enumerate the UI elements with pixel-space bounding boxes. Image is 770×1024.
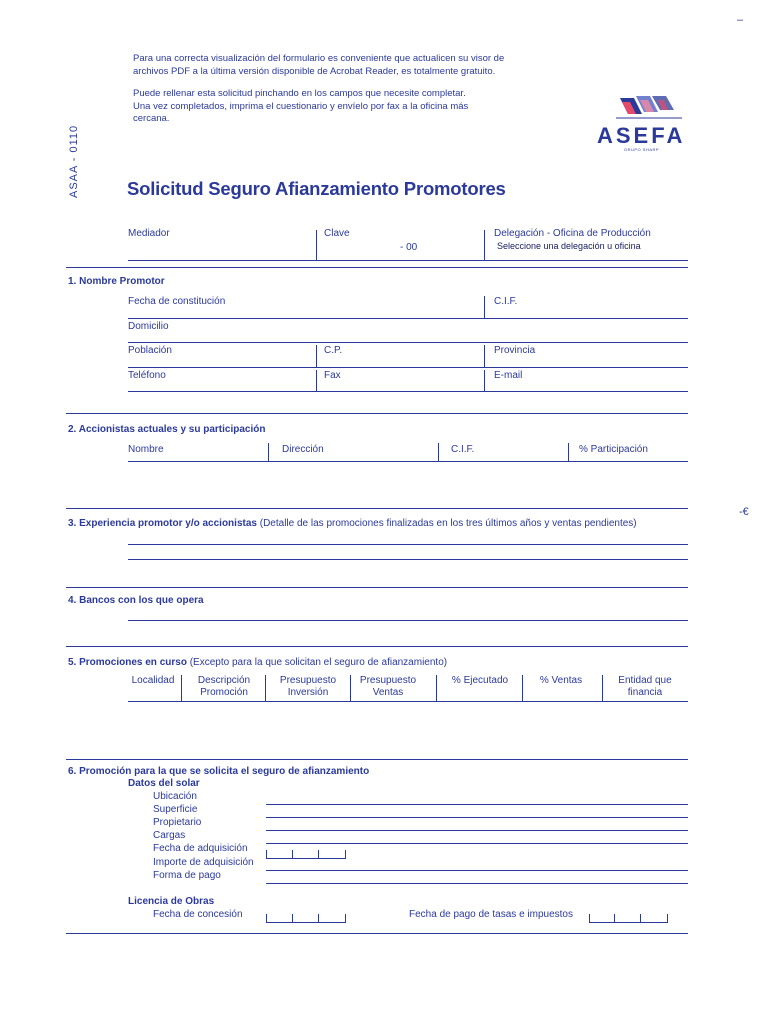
- row-line: [266, 870, 688, 871]
- licencia-heading: Licencia de Obras: [128, 896, 215, 907]
- superficie-label: Superficie: [153, 804, 198, 815]
- row-line: [128, 559, 688, 560]
- row-line: [266, 843, 688, 844]
- row-line: [128, 391, 688, 392]
- email-input[interactable]: [494, 380, 684, 391]
- propietario-label: Propietario: [153, 817, 202, 828]
- promociones-table-input[interactable]: [128, 702, 688, 752]
- divider: [316, 230, 317, 260]
- col-presupuesto-ventas: Presupuesto Ventas: [359, 675, 417, 698]
- experiencia-input[interactable]: [128, 531, 688, 559]
- logo-subtext: GRUPO SHARP: [624, 147, 660, 152]
- section-rule: [66, 508, 688, 509]
- ubicacion-input[interactable]: [266, 792, 688, 804]
- side-mark: -€: [739, 506, 749, 518]
- cp-input[interactable]: [320, 355, 480, 367]
- asefa-logo-icon: [612, 94, 692, 124]
- importe-adquisicion-input[interactable]: [266, 859, 688, 870]
- intro-text-1: Para una correcta visualización del formulario es conveniente que actualicen su visor de archivos PDF a la última versión disponible de Acrobat Reader, es totalmente gratuito.: [133, 53, 505, 77]
- fecha-pago-tasas-label: Fecha de pago de tasas e impuestos: [409, 909, 573, 920]
- divider: [350, 675, 351, 701]
- delegacion-label: Delegación - Oficina de Producción: [494, 228, 651, 239]
- divider: [602, 675, 603, 701]
- divider: [268, 443, 269, 461]
- row-line: [128, 318, 688, 319]
- cif-label: C.I.F.: [494, 296, 518, 307]
- divider: [316, 370, 317, 391]
- section-rule: [66, 267, 688, 268]
- col-presupuesto-inversion: Presupuesto Inversión: [279, 675, 337, 698]
- section3-heading: 3. Experiencia promotor y/o accionistas (Detalle de las promociones finalizadas en los tres últimos años y ventas pendientes): [68, 518, 637, 529]
- poblacion-label: Población: [128, 345, 172, 356]
- section6-heading: 6. Promoción para la que se solicita el seguro de afianzamiento: [68, 766, 370, 777]
- divider: [316, 345, 317, 367]
- page-title: Solicitud Seguro Afianzamiento Promotores: [127, 178, 506, 199]
- mediador-line: [128, 260, 688, 261]
- divider: [484, 296, 485, 318]
- date-tick: [292, 914, 293, 922]
- poblacion-input[interactable]: [128, 355, 314, 367]
- forma-pago-input[interactable]: [266, 872, 688, 883]
- section1-heading: 1. Nombre Promotor: [68, 276, 165, 287]
- divider: [484, 370, 485, 391]
- fax-input[interactable]: [320, 380, 480, 391]
- fecha-pago-tasas-input[interactable]: [589, 914, 668, 923]
- row-line: [128, 620, 688, 621]
- clave-label: Clave: [324, 228, 350, 239]
- divider: [522, 675, 523, 701]
- delegacion-select[interactable]: Seleccione una delegación u oficina: [497, 241, 641, 251]
- cif-input[interactable]: [494, 306, 684, 318]
- section5-heading: 5. Promociones en curso (Excepto para la que solicitan el seguro de afianzamiento): [68, 657, 448, 668]
- forma-pago-label: Forma de pago: [153, 870, 221, 881]
- col-entidad: Entidad que financia: [618, 675, 672, 698]
- fecha-adquisicion-label: Fecha de adquisición: [153, 843, 248, 854]
- importe-adquisicion-label: Importe de adquisición: [153, 857, 254, 868]
- provincia-label: Provincia: [494, 345, 536, 356]
- asefa-logo: [612, 94, 692, 124]
- date-tick: [318, 850, 319, 858]
- divider: [438, 443, 439, 461]
- clave-suffix: - 00: [400, 242, 418, 253]
- row-line: [128, 342, 688, 343]
- date-tick: [318, 914, 319, 922]
- cargas-label: Cargas: [153, 830, 186, 841]
- row-line: [128, 367, 688, 368]
- ubicacion-label: Ubicación: [153, 791, 197, 802]
- col-nombre: Nombre: [128, 444, 164, 455]
- fecha-constitucion-input[interactable]: [128, 306, 478, 318]
- propietario-input[interactable]: [266, 818, 688, 830]
- telefono-label: Teléfono: [128, 370, 166, 381]
- col-participacion: % Participación: [579, 444, 648, 455]
- provincia-input[interactable]: [494, 355, 684, 367]
- section-rule: [66, 933, 688, 934]
- fecha-concesion-label: Fecha de concesión: [153, 909, 243, 920]
- bancos-input[interactable]: [128, 607, 688, 620]
- section2-heading: 2. Accionistas actuales y su participación: [68, 424, 266, 435]
- fecha-concesion-input[interactable]: [266, 914, 346, 923]
- col-descripcion: Descripción Promoción: [197, 675, 251, 698]
- section-rule: [66, 413, 688, 414]
- col-ventas: % Ventas: [539, 675, 583, 686]
- clave-input[interactable]: [320, 238, 398, 258]
- fecha-constitucion-label: Fecha de constitución: [128, 296, 226, 307]
- row-line: [266, 883, 688, 884]
- section4-heading: 4. Bancos con los que opera: [68, 595, 204, 606]
- fecha-adquisicion-input[interactable]: [266, 850, 346, 859]
- divider: [484, 230, 485, 260]
- date-tick: [640, 914, 641, 922]
- col-ejecutado: % Ejecutado: [451, 675, 509, 686]
- form-code: ASAA - 0110: [68, 124, 80, 198]
- intro-text-2: Puede rellenar esta solicitud pinchando en los campos que necesite completar. Una vez completados, imprima el cuestionario y envíelo por fax a la oficina más cercana.: [133, 88, 469, 124]
- email-label: E-mail: [494, 370, 523, 381]
- divider: [181, 675, 182, 701]
- date-tick: [292, 850, 293, 858]
- corner-mark: –: [737, 14, 744, 26]
- mediador-input[interactable]: [128, 238, 314, 258]
- fax-label: Fax: [324, 370, 341, 381]
- superficie-input[interactable]: [266, 805, 688, 817]
- section-rule: [66, 646, 688, 647]
- cargas-input[interactable]: [266, 831, 688, 843]
- col-localidad: Localidad: [131, 675, 175, 686]
- date-tick: [614, 914, 615, 922]
- divider: [484, 345, 485, 367]
- cp-label: C.P.: [324, 345, 343, 356]
- logo-wordmark: ASEFA: [597, 123, 686, 148]
- divider: [568, 443, 569, 461]
- section-rule: [66, 759, 688, 760]
- domicilio-label: Domicilio: [128, 321, 169, 332]
- solar-heading: Datos del solar: [128, 778, 200, 789]
- telefono-input[interactable]: [128, 380, 314, 391]
- divider: [436, 675, 437, 701]
- domicilio-input[interactable]: [128, 331, 684, 342]
- mediador-label: Mediador: [128, 228, 170, 239]
- divider: [265, 675, 266, 701]
- section-rule: [66, 587, 688, 588]
- accionistas-table-input[interactable]: [128, 462, 688, 502]
- col-cif: C.I.F.: [451, 444, 475, 455]
- col-direccion: Dirección: [282, 444, 324, 455]
